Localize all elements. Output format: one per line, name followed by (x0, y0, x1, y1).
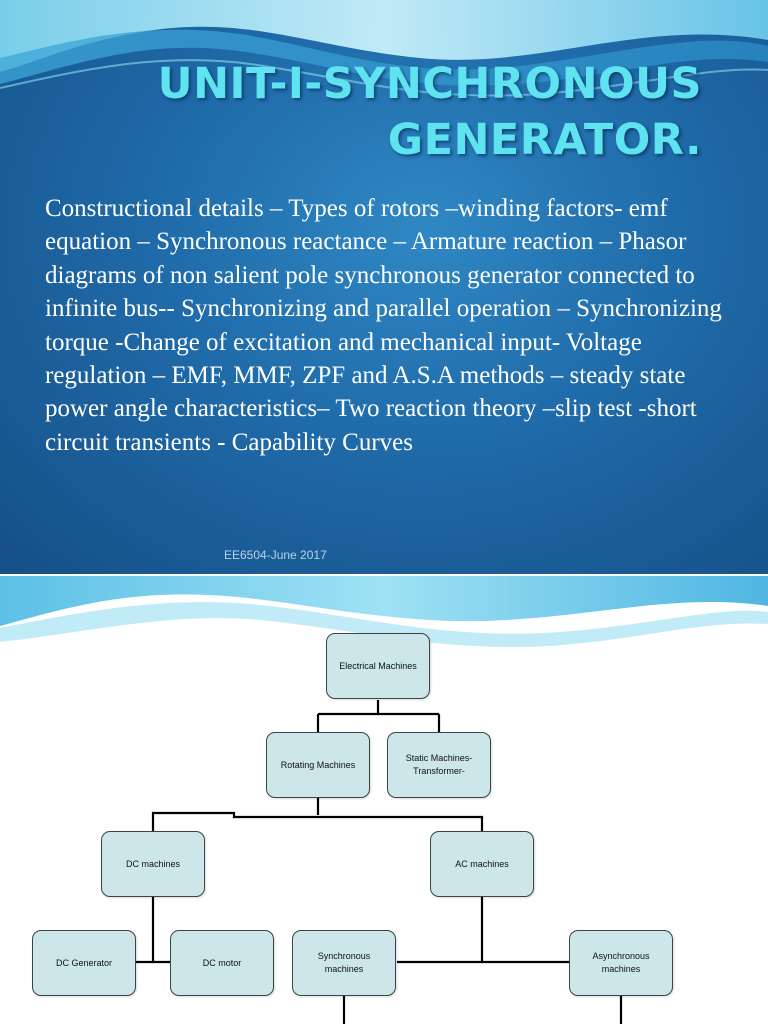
slide-title-line-2: GENERATOR. (387, 115, 702, 165)
node-electrical-machines (326, 633, 430, 699)
slide-title-line-1: UNIT-I-SYNCHRONOUS (157, 59, 702, 109)
node-dc-machines-label: DC machines (125, 858, 181, 869)
node-dc-motor-label: DC motor (202, 957, 242, 968)
node-rotating-machines-label: Rotating Machines (280, 759, 356, 770)
node-electrical-machines-label: Electrical Machines (339, 660, 417, 671)
node-static-machines (387, 732, 491, 798)
node-dc-generator-label: DC Generator (55, 957, 113, 968)
node-rotating-machines (266, 732, 370, 798)
node-dc-generator (32, 930, 136, 996)
node-dc-motor (170, 930, 274, 996)
node-static-machines-label-line-2: Transformer- (413, 766, 465, 776)
slide-title (82, 56, 702, 168)
node-ac-machines (430, 831, 534, 897)
node-synchronous-machines (292, 930, 396, 996)
slide-footer: EE6504-June 2017 (224, 548, 327, 562)
node-ac-machines-label: AC machines (455, 858, 509, 869)
node-asynchronous-label-line-2: machines (601, 964, 641, 974)
syllabus-body: Constructional details – Types of rotors –winding factors- emf equation – Synchronous reactance – Armature reaction – Phasor diagrams of non salient pole synchronous generator connected to infinite bus-- Synchronizing and parallel operation – Synchronizing torque -Change of excitation and mechanical input- Voltage regulation – EMF, MMF, ZPF and A.S.A methods – steady state power angle characteristics– Two reaction theory –slip test -short circuit transients - Capability Curves (45, 195, 722, 456)
node-asynchronous-machines (569, 930, 673, 996)
node-synchronous-label-line-1: Synchronous (317, 951, 371, 961)
node-dc-machines (101, 831, 205, 897)
node-static-machines-label-line-1: Static Machines- (405, 753, 473, 763)
slide-2 (0, 576, 768, 1024)
node-synchronous-label-line-2: machines (324, 964, 364, 974)
node-asynchronous-label-line-1: Asynchronous (592, 951, 650, 961)
